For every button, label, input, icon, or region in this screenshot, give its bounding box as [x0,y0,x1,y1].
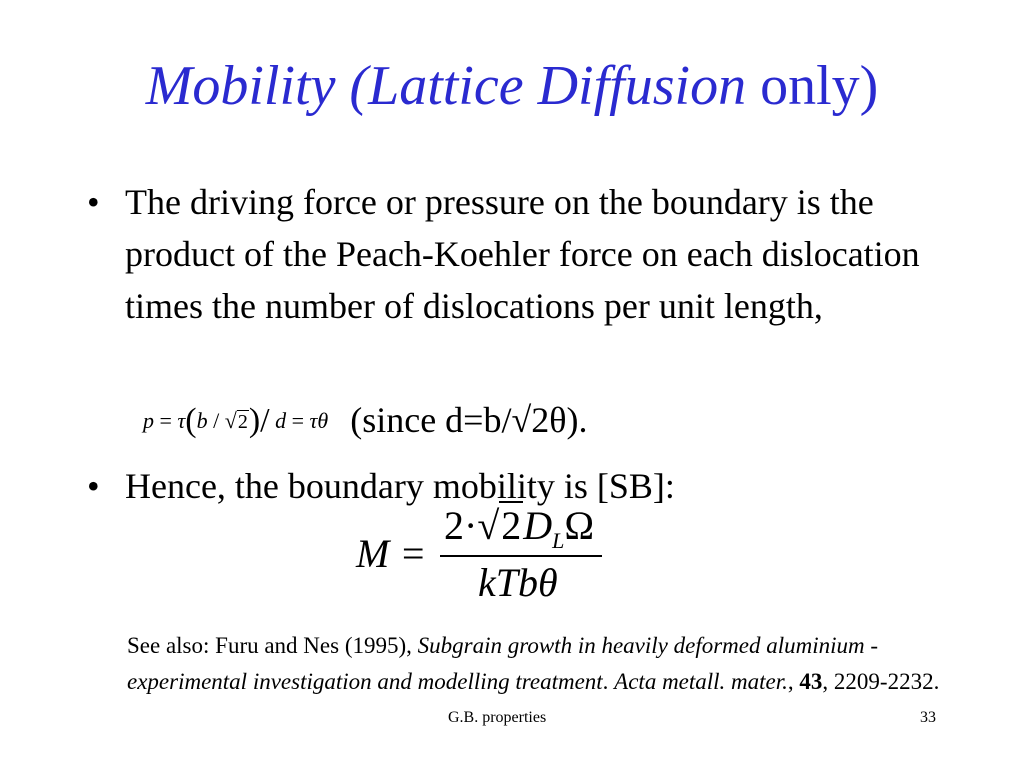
eq-close-paren: ) [248,402,261,440]
mobility-denominator: kTbθ [478,560,558,605]
eq-sqrt-arg: 2 [237,411,248,434]
ref-pages: , 2209-2232. [822,669,940,694]
num-sub-L: L [552,528,565,553]
slide-title [0,46,1024,126]
eq-tau-theta: τθ [309,408,329,434]
num-D: D [523,503,553,548]
slide-title-plain: only) [746,55,879,117]
footer-title: G.B. properties [448,709,547,726]
eq-equals-1: = [154,408,178,434]
pressure-equation-line [143,392,587,448]
sqrt-icon: √ [477,503,500,548]
num-dot: · [464,503,478,548]
eq-p: p [143,408,154,434]
mobility-lhs: M = [356,531,427,576]
ref-sep: . [602,669,615,694]
mobility-equation [356,500,616,610]
slide-title-italic: Mobility (Lattice Diffusion [145,55,747,117]
bullet-text-1: The driving force or pressure on the boundary is the product of the Peach-Koehler force on each dislocation times the number of dislocations per unit length, [125,182,920,326]
ref-journal: Acta metall. mater. [614,669,788,694]
pressure-equation [143,393,328,450]
num-coef: 2 [444,503,464,548]
ref-title: Subgrain growth in heavily deformed aluminium - experimental investigation and modelling treatment [127,633,879,694]
bullet-dot-1: • [87,182,100,222]
eq-slash-2: / [260,402,270,440]
reference-citation [127,628,947,700]
num-sqrt-arg: 2 [501,503,522,548]
eq-d: d [269,408,287,434]
ref-prefix: See also: Furu and Nes (1995), [127,633,418,658]
eq-b: b [196,408,208,434]
bullet-text-2: Hence, the boundary mobility is [SB]: [125,466,675,506]
ref-volume: 43 [799,669,823,694]
ref-comma: , [787,669,800,694]
fraction-bar [440,555,602,557]
eq-tau: τ [177,408,186,434]
eq-sqrt-sign: √ [224,408,237,434]
bullet-dot-2: • [87,466,100,506]
eq-equals-2: = [286,408,310,434]
eq-open-paren: ( [185,402,197,440]
eq-slash: / [207,408,225,434]
num-omega: Ω [564,503,595,548]
since-note: (since d=b/√2θ). [350,400,588,440]
page-number: 33 [920,709,936,726]
